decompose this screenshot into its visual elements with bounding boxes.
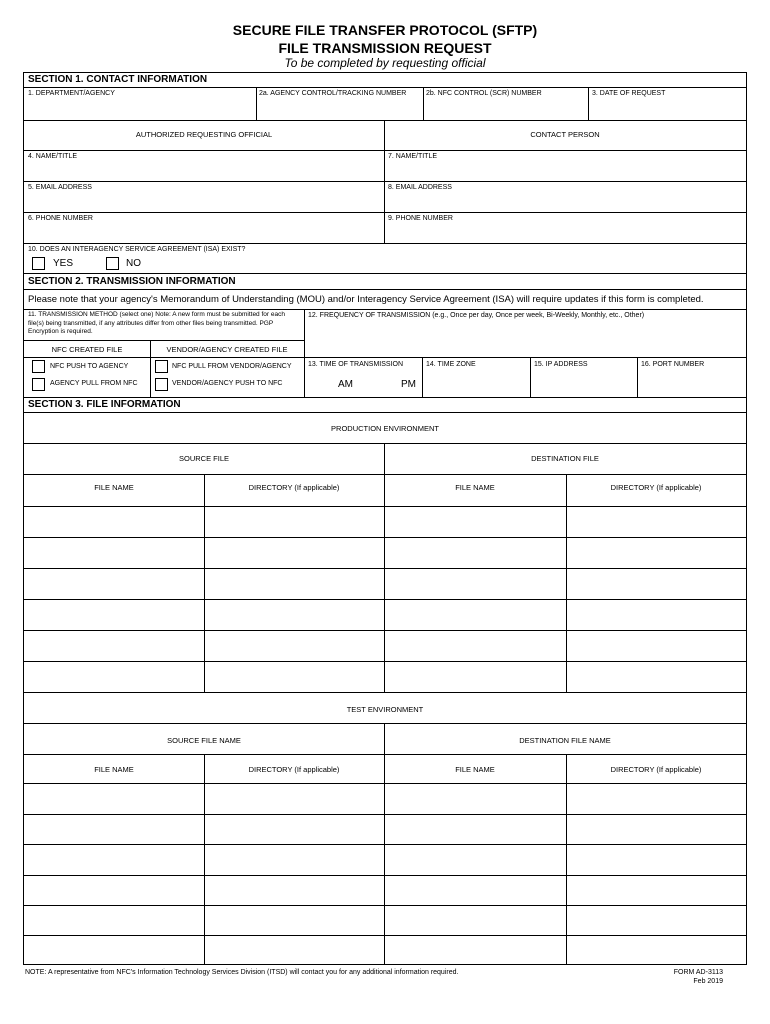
contact-email-label: 8. EMAIL ADDRESS xyxy=(388,184,452,191)
nfc-push-checkbox[interactable] xyxy=(32,360,45,373)
test-source-file-name-heading: SOURCE FILE NAME xyxy=(167,736,241,745)
nfc-control-label: 2b. NFC CONTROL (SCR) NUMBER xyxy=(426,90,542,97)
production-environment-heading: PRODUCTION ENVIRONMENT xyxy=(331,424,439,433)
prod-destination-file-heading: DESTINATION FILE xyxy=(531,454,599,463)
vendor-push-checkbox[interactable] xyxy=(155,378,168,391)
test-source-directory-col: DIRECTORY (If applicable) xyxy=(248,765,340,774)
vendor-push-label: VENDOR/AGENCY PUSH TO NFC xyxy=(172,380,283,387)
frequency-label: 12. FREQUENCY OF TRANSMISSION (e.g., Once per day, Once per week, Bi-Weekly, Monthly, etc., Other) xyxy=(308,312,645,319)
isa-yes-checkbox[interactable] xyxy=(32,257,45,270)
form-title: SECURE FILE TRANSFER PROTOCOL (SFTP) xyxy=(232,22,538,38)
isa-yes-label: YES xyxy=(53,258,74,269)
agency-tracking-label: 2a. AGENCY CONTROL/TRACKING NUMBER xyxy=(259,90,407,97)
contact-person-heading: CONTACT PERSON xyxy=(530,130,600,139)
footer-note: NOTE: A representative from NFC's Information Technology Services Division (ITSD) will contact you for any additional information required. xyxy=(25,969,459,976)
port-number-label: 16. PORT NUMBER xyxy=(641,361,705,368)
authorized-official-heading: AUTHORIZED REQUESTING OFFICIAL xyxy=(135,130,273,139)
isa-question: 10. DOES AN INTERAGENCY SERVICE AGREEMENT (ISA) EXIST? xyxy=(28,246,246,253)
date-of-request-label: 3. DATE OF REQUEST xyxy=(592,90,666,97)
transmission-method-label: 11. TRANSMISSION METHOD (select one) Note: A new form must be submitted for each file(s) being transmitted, if any attributes differ from other files being transmitted. PGP Encryption is required. xyxy=(28,311,285,335)
phone-label: 6. PHONE NUMBER xyxy=(28,215,93,222)
form-subtitle-title: FILE TRANSMISSION REQUEST xyxy=(278,40,492,56)
time-zone-label: 14. TIME ZONE xyxy=(426,361,476,368)
pm-label: PM xyxy=(401,379,416,390)
nfc-push-label: NFC PUSH TO AGENCY xyxy=(50,363,129,370)
prod-source-directory-col: DIRECTORY (If applicable) xyxy=(248,483,340,492)
sftp-request-form xyxy=(23,72,747,965)
nfc-pull-label: NFC PULL FROM VENDOR/AGENCY xyxy=(172,363,292,370)
vendor-created-file-heading: VENDOR/AGENCY CREATED FILE xyxy=(166,345,288,354)
prod-source-file-heading: SOURCE FILE xyxy=(178,454,229,463)
nfc-created-file-heading: NFC CREATED FILE xyxy=(51,345,123,354)
mou-isa-note: Please note that your agency's Memorandum of Understanding (MOU) and/or Interagency Service Agreement (ISA) will require updates if this form is completed. xyxy=(28,294,704,305)
isa-no-label: NO xyxy=(126,258,141,269)
prod-dest-directory-col: DIRECTORY (If applicable) xyxy=(610,483,702,492)
test-dest-file-name-col: FILE NAME xyxy=(455,765,495,774)
time-of-transmission-label: 13. TIME OF TRANSMISSION xyxy=(308,361,404,368)
form-instruction: To be completed by requesting official xyxy=(284,56,486,70)
am-label: AM xyxy=(338,379,353,390)
agency-pull-label: AGENCY PULL FROM NFC xyxy=(50,380,138,387)
form-number: FORM AD-3113 xyxy=(673,969,723,976)
form-date: Feb 2019 xyxy=(693,978,723,985)
test-source-file-name-col: FILE NAME xyxy=(94,765,134,774)
test-environment-heading: TEST ENVIRONMENT xyxy=(346,705,424,714)
test-destination-file-name-heading: DESTINATION FILE NAME xyxy=(519,736,611,745)
email-label: 5. EMAIL ADDRESS xyxy=(28,184,92,191)
name-title-label: 4. NAME/TITLE xyxy=(28,153,78,160)
prod-source-file-name-col: FILE NAME xyxy=(94,483,134,492)
section1-heading: SECTION 1. CONTACT INFORMATION xyxy=(28,74,208,85)
nfc-pull-checkbox[interactable] xyxy=(155,360,168,373)
section3-heading: SECTION 3. FILE INFORMATION xyxy=(28,399,181,410)
contact-phone-label: 9. PHONE NUMBER xyxy=(388,215,453,222)
agency-pull-checkbox[interactable] xyxy=(32,378,45,391)
contact-name-title-label: 7. NAME/TITLE xyxy=(388,153,438,160)
ip-address-label: 15. IP ADDRESS xyxy=(534,361,588,368)
prod-dest-file-name-col: FILE NAME xyxy=(455,483,495,492)
section2-heading: SECTION 2. TRANSMISSION INFORMATION xyxy=(28,276,236,287)
department-agency-label: 1. DEPARTMENT/AGENCY xyxy=(28,90,115,97)
isa-no-checkbox[interactable] xyxy=(106,257,119,270)
test-dest-directory-col: DIRECTORY (If applicable) xyxy=(610,765,702,774)
